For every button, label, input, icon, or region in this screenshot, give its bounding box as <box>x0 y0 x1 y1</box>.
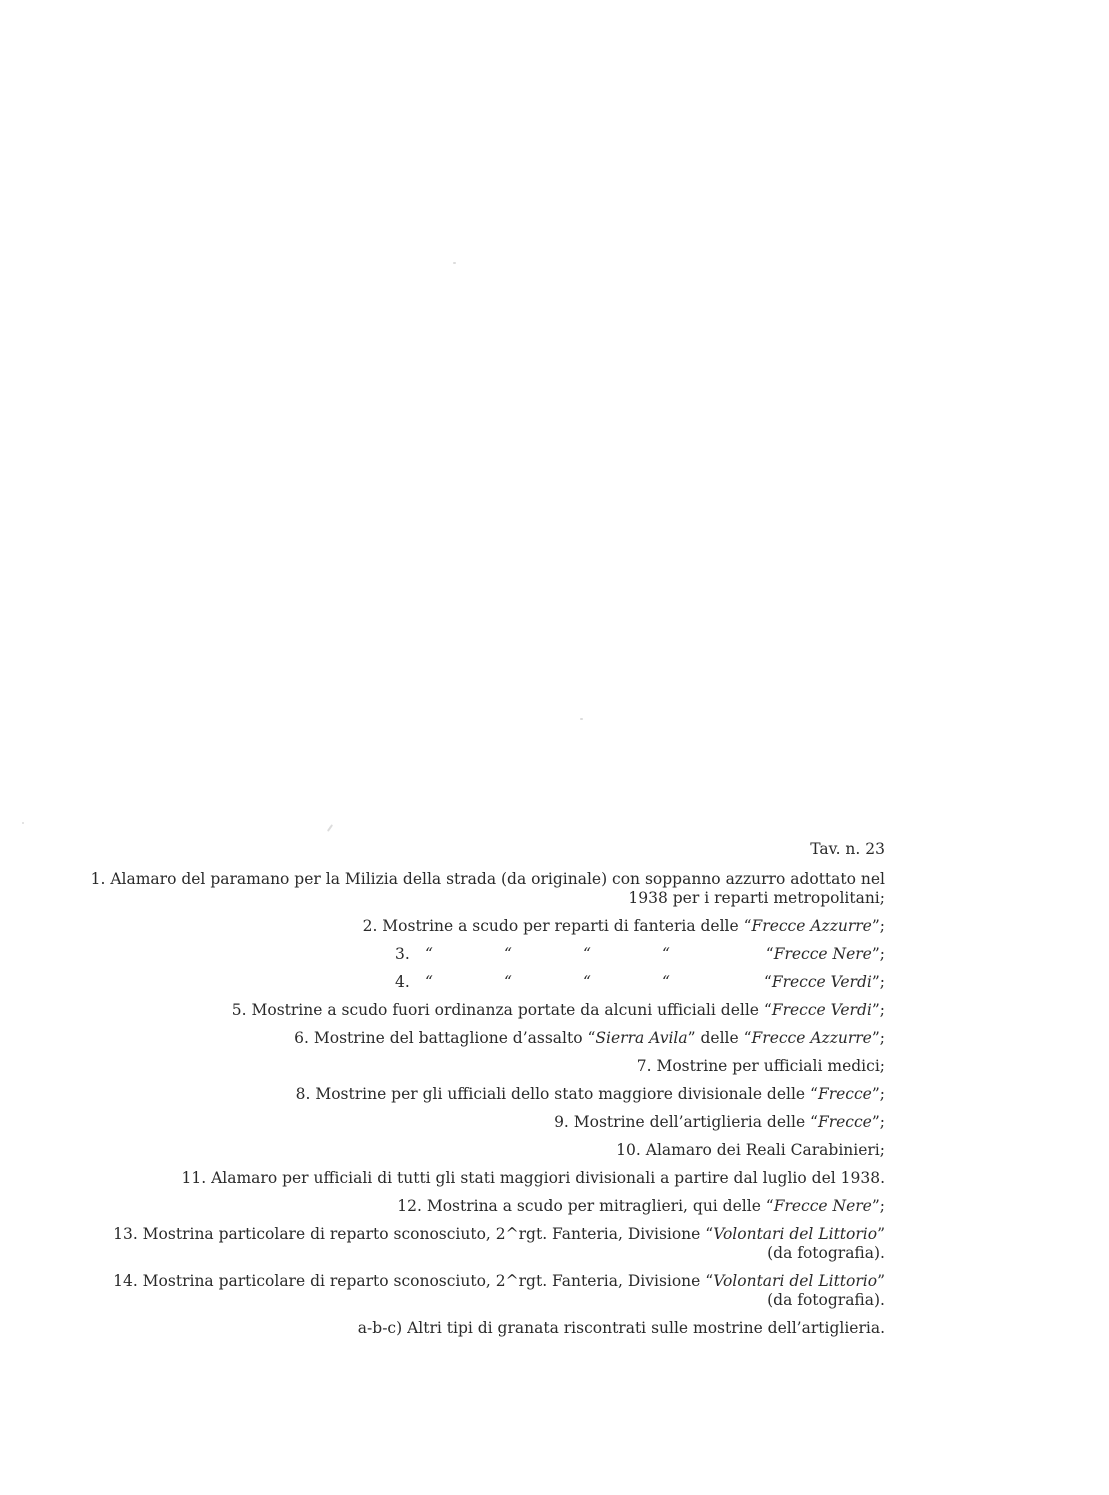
entry-4-tail <box>741 973 885 992</box>
ditto-mark: “ <box>425 973 433 991</box>
entry-2-italic: Frecce Azzurre <box>751 917 872 935</box>
entry-14-text: 14. Mostrina particolare di reparto sconosciuto, 2^rgt. Fanteria, Divisione “ <box>113 1272 714 1290</box>
entry-5-text: 5. Mostrine a scudo fuori ordinanza portate da alcuni ufficiali delle “ <box>231 1001 772 1019</box>
entry-8-close: ”; <box>871 1085 885 1103</box>
entry-6-italic-2: Frecce Azzurre <box>751 1029 872 1047</box>
entry-4-number: 4. <box>395 973 410 991</box>
ditto-mark: “ <box>583 973 591 991</box>
caption-entry-1 <box>70 870 885 908</box>
entry-2-text: 2. Mostrine a scudo per reparti di fanteria delle “ <box>362 917 752 935</box>
entry-6-close: ”; <box>871 1029 885 1047</box>
plate-caption <box>70 840 885 1347</box>
entry-13-italic: Volontari del Littorio <box>713 1225 878 1243</box>
caption-entry-9 <box>70 1113 885 1132</box>
plate-label: Tav. n. 23 <box>810 840 885 858</box>
entry-6-mid: ” delle “ <box>687 1029 752 1047</box>
entry-13-text: 13. Mostrina particolare di reparto sconosciuto, 2^rgt. Fanteria, Divisione “ <box>113 1225 714 1243</box>
entry-14-italic: Volontari del Littorio <box>713 1272 878 1290</box>
caption-entry-13 <box>70 1225 885 1263</box>
entry-14-line-1 <box>70 1272 885 1291</box>
caption-entry-3 <box>70 945 885 964</box>
ditto-mark: “ <box>583 945 591 963</box>
entry-1-line-1: 1. Alamaro del paramano per la Milizia della strada (da originale) con soppanno azzurro adottato nel <box>90 870 885 888</box>
entry-6-text: 6. Mostrine del battaglione d’assalto “ <box>294 1029 596 1047</box>
scan-speck <box>453 262 456 264</box>
entry-5-close: ”; <box>871 1001 885 1019</box>
caption-entry-12 <box>70 1197 885 1216</box>
entry-9-text: 9. Mostrine dell’artiglieria delle “ <box>554 1113 818 1131</box>
entry-3-open: “ <box>765 945 774 963</box>
caption-entry-abc: a-b-c) Altri tipi di granata riscontrati sulle mostrine dell’artiglieria. <box>357 1319 885 1337</box>
scan-speck <box>22 822 24 824</box>
entry-14-close: ” <box>877 1272 885 1290</box>
entry-9-close: ”; <box>871 1113 885 1131</box>
scan-speck <box>327 824 333 832</box>
caption-entry-5 <box>70 1001 885 1020</box>
entry-12-text: 12. Mostrina a scudo per mitraglieri, qui delle “ <box>397 1197 774 1215</box>
ditto-mark: “ <box>662 945 670 963</box>
scan-speck <box>580 718 583 720</box>
entry-4-italic: Frecce Verdi <box>771 973 872 991</box>
entry-8-italic: Frecce <box>817 1085 872 1103</box>
entry-12-close: ”; <box>871 1197 885 1215</box>
entry-9-italic: Frecce <box>817 1113 872 1131</box>
entry-13-close: ” <box>877 1225 885 1243</box>
entry-8-text: 8. Mostrine per gli ufficiali dello stato maggiore divisionale delle “ <box>295 1085 818 1103</box>
entry-6-italic: Sierra Avila <box>595 1029 688 1047</box>
entry-13-line-2: (da fotografia). <box>767 1244 885 1262</box>
entry-1-line-2: 1938 per i reparti metropolitani; <box>628 889 885 907</box>
entry-14-line-2: (da fotografia). <box>767 1291 885 1309</box>
caption-entry-14 <box>70 1272 885 1310</box>
entry-3-number: 3. <box>395 945 410 963</box>
entry-5-italic: Frecce Verdi <box>771 1001 872 1019</box>
caption-entry-2 <box>70 917 885 936</box>
caption-entry-7: 7. Mostrine per ufficiali medici; <box>636 1057 885 1075</box>
entry-3-close: ”; <box>871 945 885 963</box>
caption-entry-8 <box>70 1085 885 1104</box>
ditto-mark: “ <box>425 945 433 963</box>
caption-entry-4 <box>70 973 885 992</box>
caption-entry-11: 11. Alamaro per ufficiali di tutti gli stati maggiori divisionali a partire dal luglio del 1938. <box>181 1169 885 1187</box>
entry-4-open: “ <box>763 973 772 991</box>
caption-entry-6 <box>70 1029 885 1048</box>
entry-3-tail <box>741 945 885 964</box>
entry-12-italic: Frecce Nere <box>773 1197 872 1215</box>
ditto-mark: “ <box>504 945 512 963</box>
ditto-mark: “ <box>662 973 670 991</box>
caption-entry-10: 10. Alamaro dei Reali Carabinieri; <box>616 1141 885 1159</box>
entry-4-close: ”; <box>871 973 885 991</box>
entry-13-line-1 <box>70 1225 885 1244</box>
ditto-mark: “ <box>504 973 512 991</box>
entry-2-close: ”; <box>871 917 885 935</box>
entry-3-italic: Frecce Nere <box>773 945 872 963</box>
